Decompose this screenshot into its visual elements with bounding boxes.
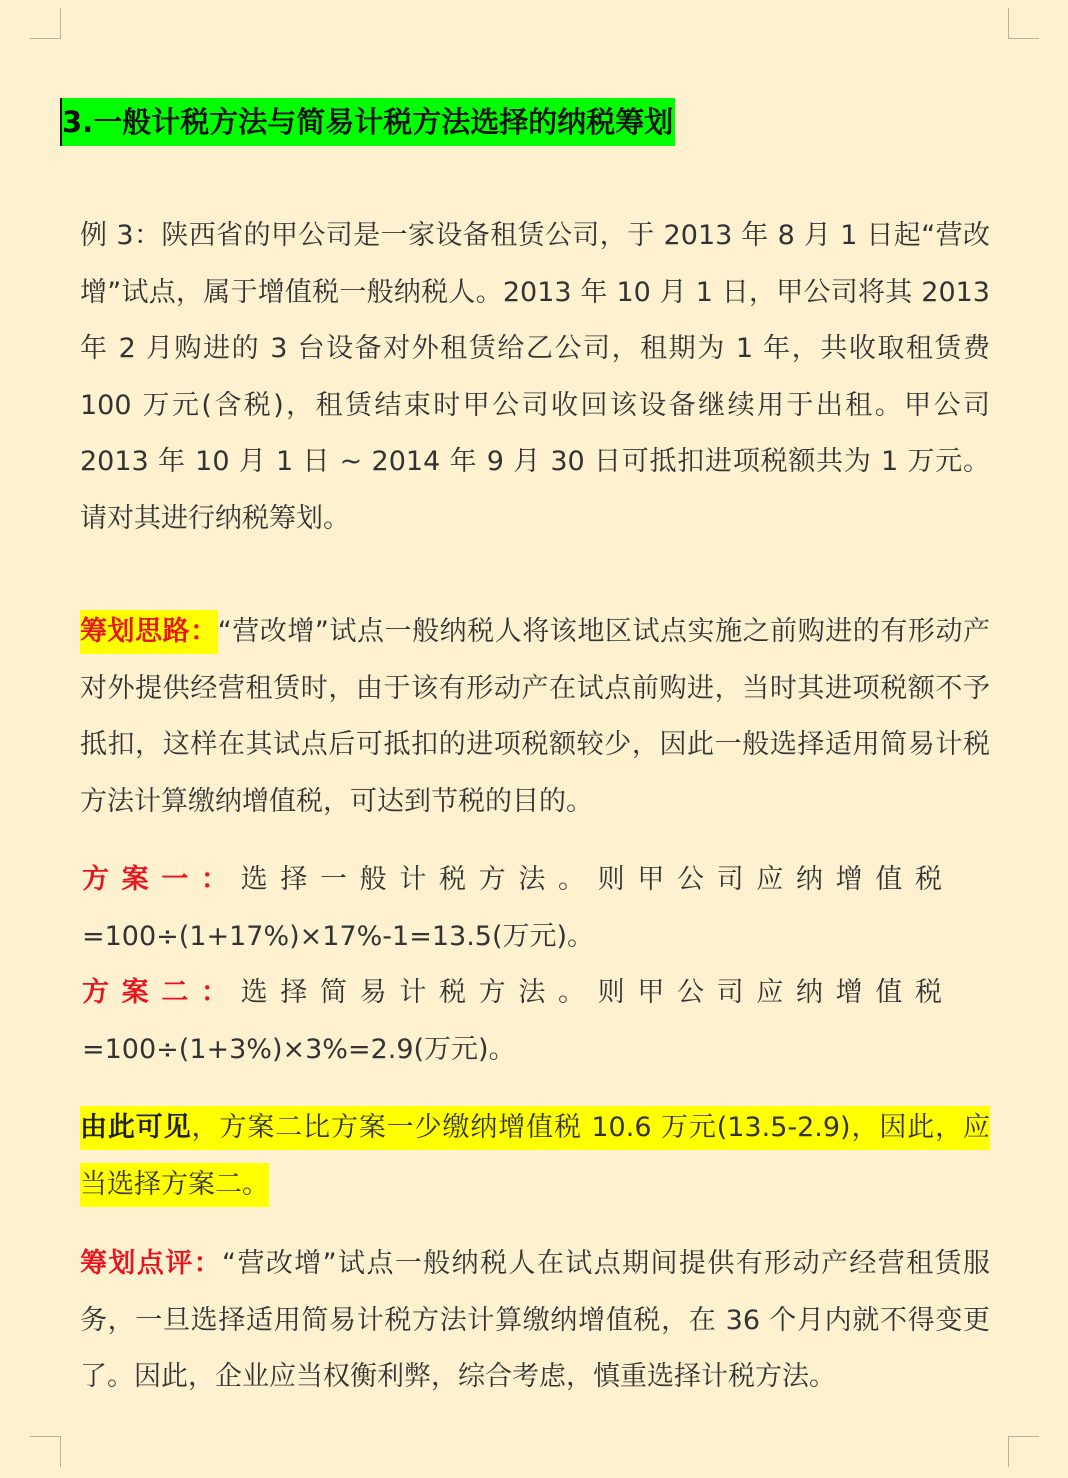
crop-mark-top-left bbox=[30, 8, 61, 39]
conclusion-paragraph bbox=[80, 1100, 990, 1213]
planning-comment-paragraph bbox=[80, 1236, 990, 1406]
planning-idea-text: “营改增”试点一般纳税人将该地区试点实施之前购进的有形动产对外提供经营租赁时，由于该有形动产在试点前购进，当时其进项税额不予抵扣，这样在其试点后可抵扣的进项税额较少，因此一般选择适用简易计税方法计算缴纳增值税，可达到节税的目的。 bbox=[80, 616, 990, 817]
planning-idea-label: 筹划思路： bbox=[80, 610, 218, 654]
planning-comment-text: “营改增”试点一般纳税人在试点期间提供有形动产经营租赁服务，一旦选择适用简易计税方法计算缴纳增值税，在 36 个月内就不得变更了。因此，企业应当权衡利弊，综合考虑，慎重选择计税方法。 bbox=[80, 1248, 991, 1393]
crop-mark-bottom-left bbox=[30, 1436, 61, 1467]
plan-one-label: 方案一： bbox=[82, 864, 241, 895]
plan-one-paragraph bbox=[82, 852, 942, 965]
crop-mark-bottom-right bbox=[1008, 1436, 1039, 1467]
plan-two-paragraph bbox=[82, 965, 942, 1078]
plan-two-label: 方案二： bbox=[82, 977, 241, 1008]
planning-idea-paragraph bbox=[80, 604, 990, 830]
section-heading: 3.一般计税方法与简易计税方法选择的纳税筹划 bbox=[60, 98, 675, 146]
crop-mark-top-right bbox=[1008, 8, 1039, 39]
plan-one-text: 选择一般计税方法。则甲公司应纳增值税=100÷(1+17%)×17%-1=13.5(万元)。 bbox=[82, 864, 943, 952]
planning-comment-label: 筹划点评： bbox=[80, 1248, 223, 1279]
plan-two-text: 选择简易计税方法。则甲公司应纳增值税=100÷(1+3%)×3%=2.9(万元)。 bbox=[82, 977, 943, 1065]
example-paragraph: 例 3：陕西省的甲公司是一家设备租赁公司，于 2013 年 8 月 1 日起“营改增”试点，属于增值税一般纳税人。2013 年 10 月 1 日，甲公司将其 2013 年 2 月购进的 3 台设备对外租赁给乙公司，租期为 1 年，共收取租赁费 100 万元(含税)，租赁结束时甲公司收回该设备继续用于出租。甲公司 2013 年 10 月 1 日 ~ 2014 年 9 月 30 日可抵扣进项税额共为 1 万元。请对其进行纳税筹划。 bbox=[80, 220, 990, 534]
conclusion-lead: 由此可见 bbox=[80, 1112, 192, 1143]
conclusion-text: ，方案二比方案一少缴纳增值税 10.6 万元(13.5-2.9)，因此，应当选择方案二。 bbox=[80, 1112, 991, 1200]
